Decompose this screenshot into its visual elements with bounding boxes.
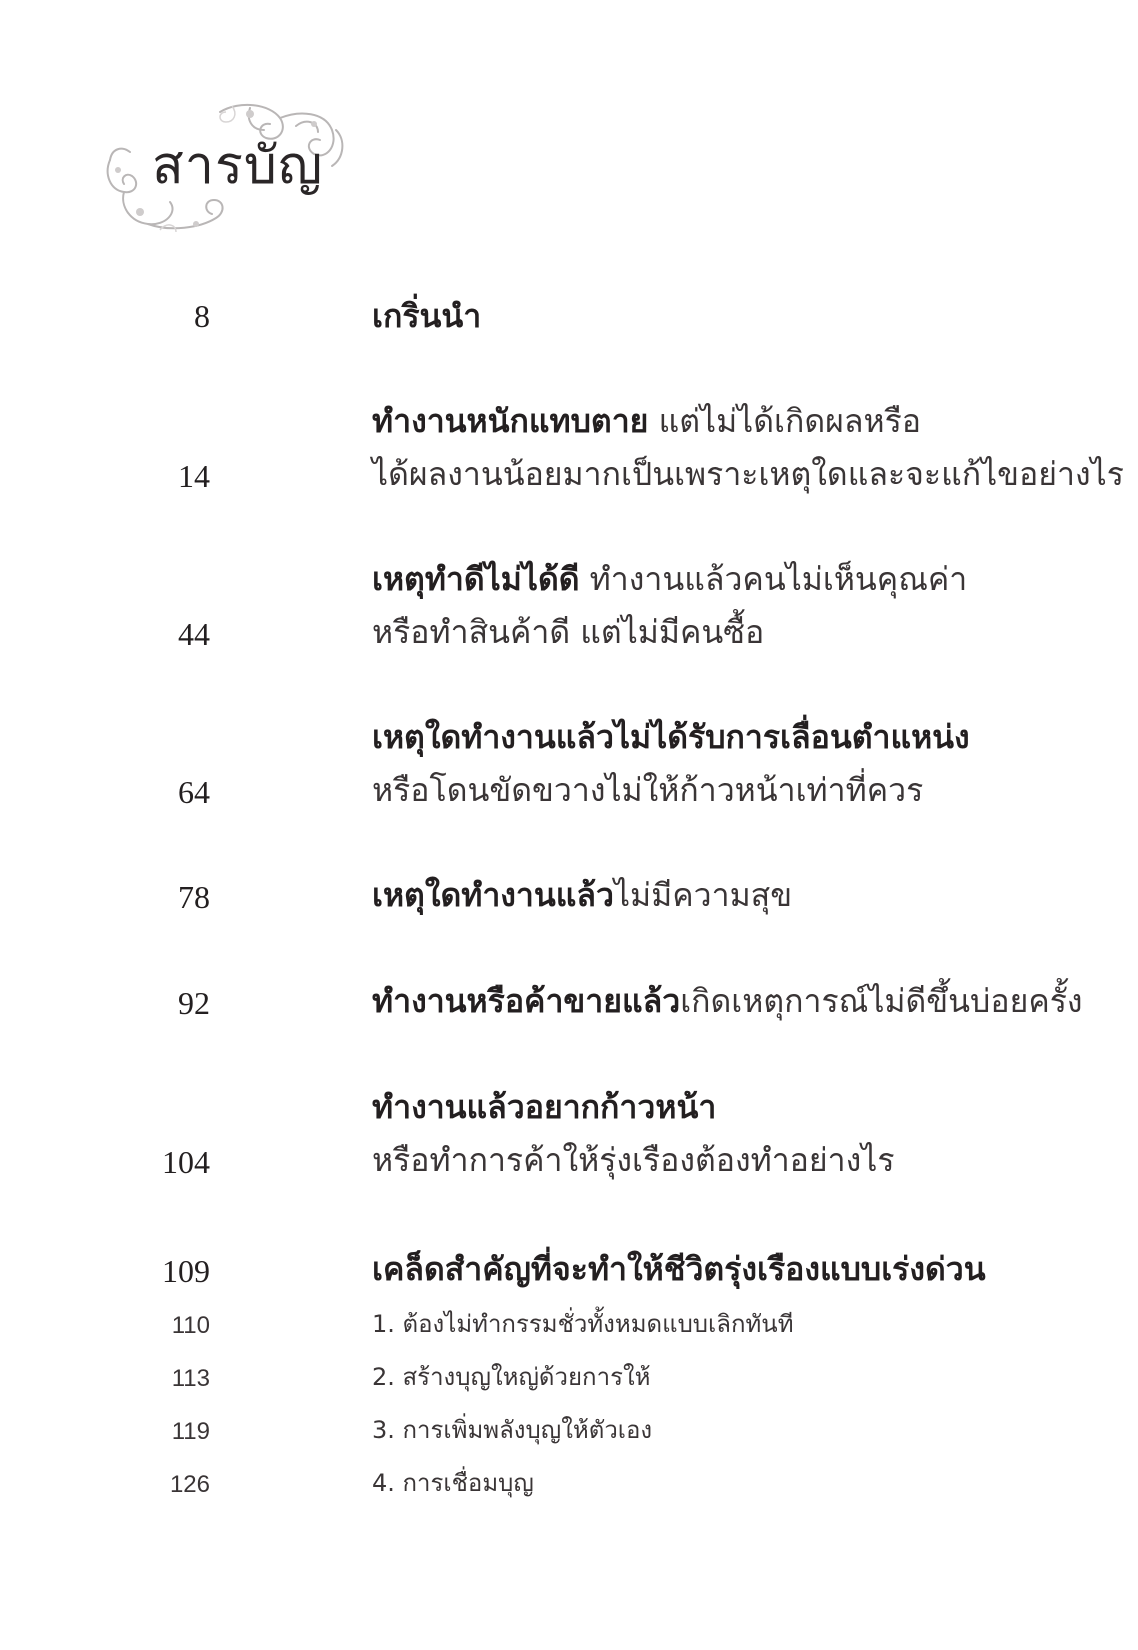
entry-title-bold: เหตุใดทำงานแล้ว — [372, 876, 614, 914]
page-number: 104 — [162, 1144, 210, 1180]
subentry-title: 4. การเชื่อมบุญ — [372, 1469, 534, 1497]
entry-title-line2: หรือโดนขัดขวางไม่ให้ก้าวหน้าเท่าที่ควร — [372, 771, 924, 809]
entry-title-rest: แต่ไม่ได้เกิดผลหรือ — [648, 402, 921, 440]
page-number: 14 — [178, 458, 210, 494]
page-title: สารบัญ — [152, 136, 324, 196]
entry-title-line1 — [372, 1250, 986, 1288]
entry-title-line1 — [372, 982, 1083, 1020]
entry-title-line2: หรือทำสินค้าดี แต่ไม่มีคนซื้อ — [372, 613, 765, 651]
page-number: 92 — [178, 985, 210, 1021]
entry-title-line2: ได้ผลงานน้อยมากเป็นเพราะเหตุใดและจะแก้ไขอย่างไร — [372, 455, 1124, 493]
page-number: 119 — [171, 1418, 210, 1445]
entry-title-line1 — [372, 876, 793, 914]
entry-title-line1 — [372, 1088, 717, 1126]
entry-title-rest: ไม่มีความสุข — [613, 876, 793, 914]
page-number: 64 — [178, 774, 210, 810]
entry-title-bold: ทำงานหรือค้าขายแล้ว — [372, 982, 681, 1020]
subentry-title: 2. สร้างบุญใหญ่ด้วยการให้ — [372, 1363, 651, 1391]
entry-title-line1 — [372, 297, 482, 335]
toc-header — [100, 100, 360, 240]
entry-title-bold: เคล็ดสำคัญที่จะทำให้ชีวิตรุ่งเรืองแบบเร่งด่วน — [372, 1250, 986, 1288]
entry-title-bold: ทำงานแล้วอยากก้าวหน้า — [372, 1088, 717, 1126]
entry-title-rest: ทำงานแล้วคนไม่เห็นคุณค่า — [579, 560, 968, 598]
entry-title-bold: ทำงานหนักแทบตาย — [372, 402, 649, 440]
entry-title-line1 — [372, 402, 921, 440]
subentry-title: 3. การเพิ่มพลังบุญให้ตัวเอง — [372, 1416, 653, 1444]
page-number: 113 — [171, 1365, 210, 1392]
entry-title-rest: เกิดเหตุการณ์ไม่ดีขึ้นบ่อยครั้ง — [680, 982, 1083, 1020]
page-number: 126 — [169, 1471, 210, 1498]
page-number: 78 — [178, 879, 210, 915]
entry-title-line1 — [372, 718, 970, 756]
page-number: 44 — [178, 616, 210, 652]
entry-title-bold: เหตุทำดีไม่ได้ดี — [372, 560, 580, 598]
subentry-title: 1. ต้องไม่ทำกรรมชั่วทั้งหมดแบบเลิกทันที — [372, 1310, 794, 1338]
entry-title-bold: เกริ่นนำ — [372, 297, 482, 335]
page-number: 110 — [171, 1312, 210, 1339]
entry-title-line1 — [372, 560, 968, 598]
page-number: 8 — [194, 298, 210, 334]
page-number: 109 — [162, 1253, 210, 1289]
entry-title-bold: เหตุใดทำงานแล้วไม่ได้รับการเลื่อนตำแหน่ง — [372, 718, 970, 756]
entry-title-line2: หรือทำการค้าให้รุ่งเรืองต้องทำอย่างไร — [372, 1141, 895, 1179]
